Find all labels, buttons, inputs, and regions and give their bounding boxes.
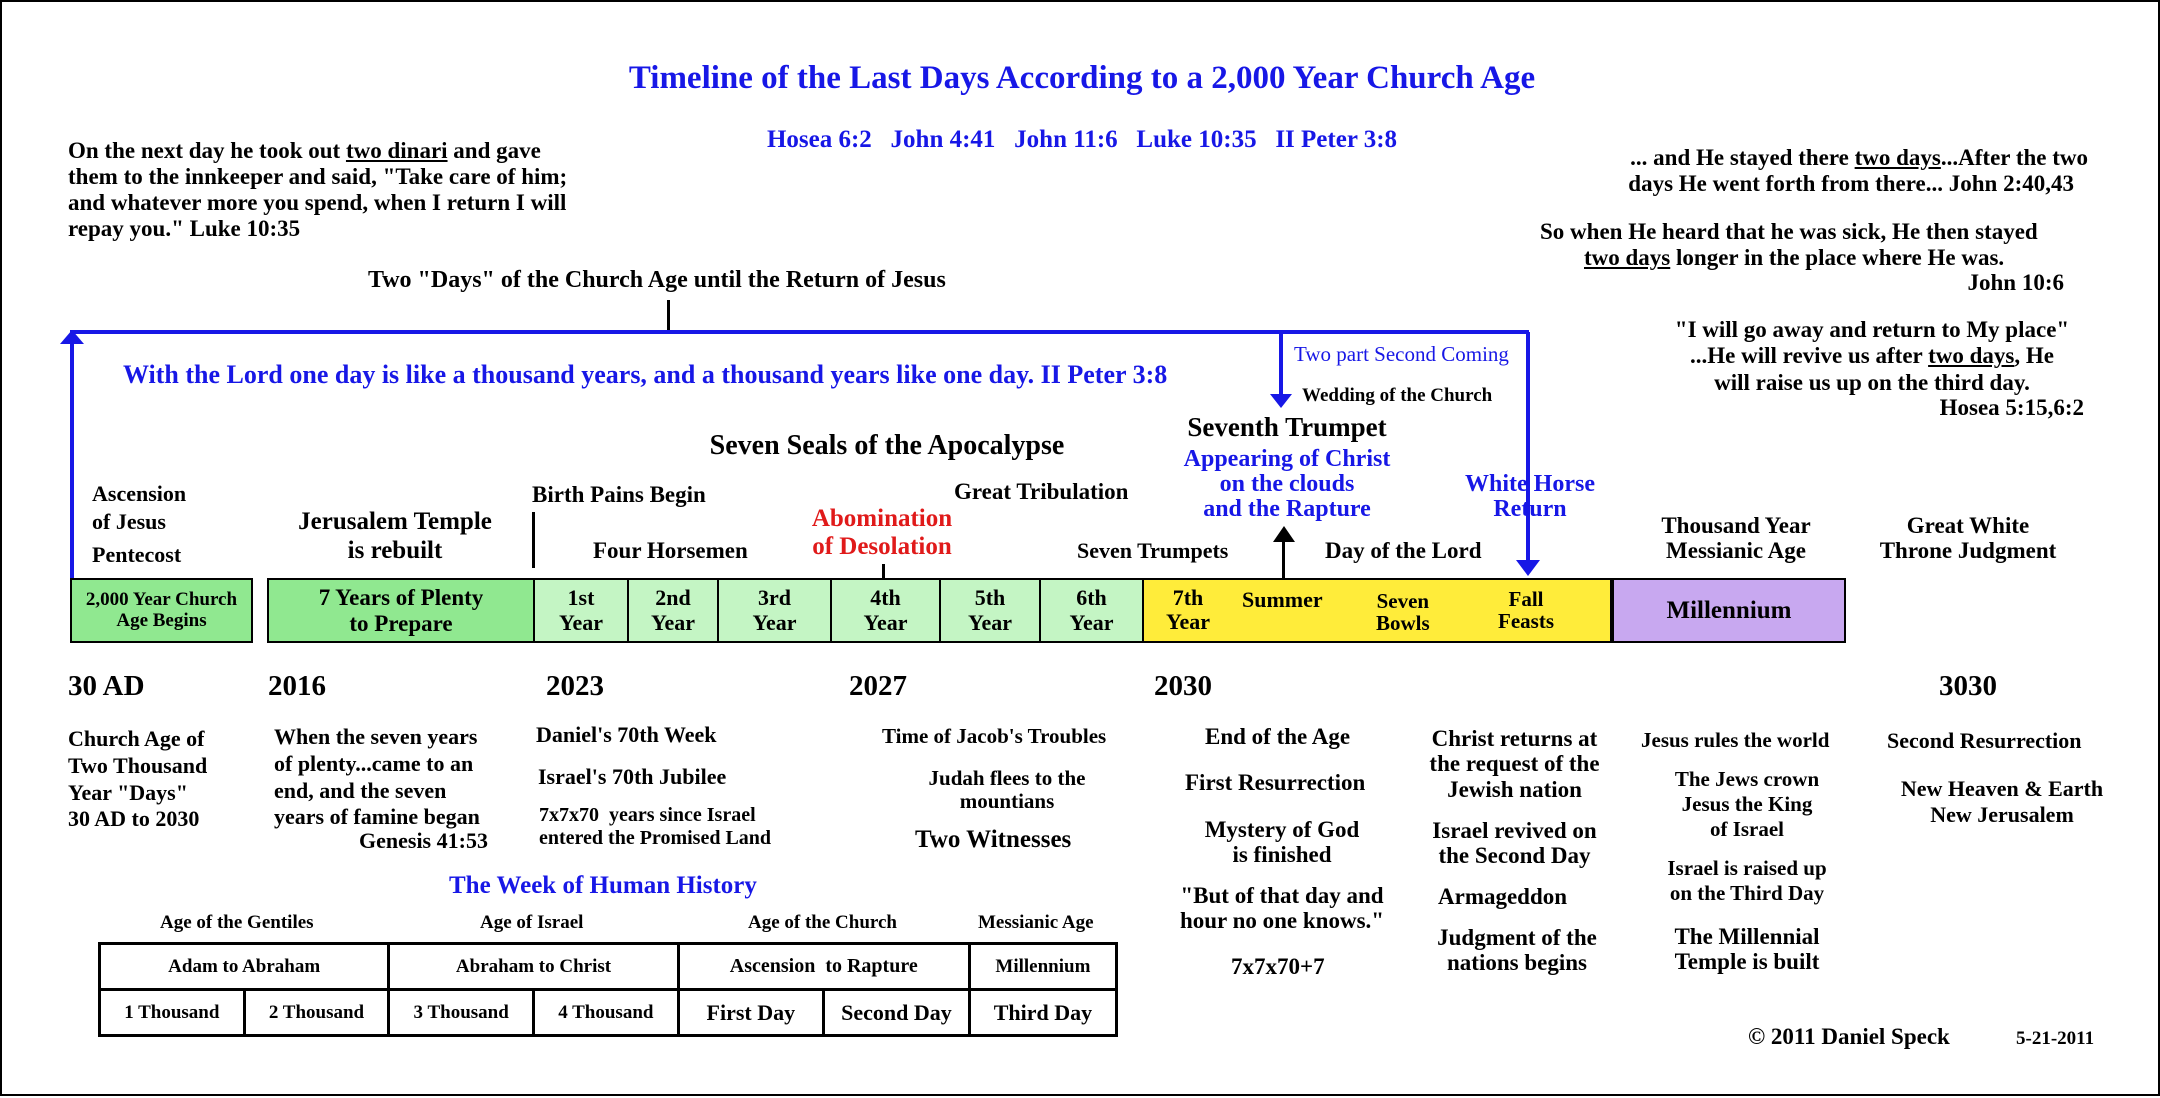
white-horse-arrowhead: [1516, 560, 1540, 576]
mystery-of-god: Mystery of God is finished: [1204, 817, 1360, 867]
abraham-to-christ-cell: Abraham to Christ: [389, 944, 678, 990]
israel-raised: Israel is raised up on the Third Day: [1667, 856, 1827, 906]
thousand-years-verse: With the Lord one day is like a thousand years, and a thousand years like one day. II Peter 3:8: [123, 360, 1168, 389]
year-2027: 2027: [849, 670, 907, 702]
millennial-temple: The Millennial Temple is built: [1674, 924, 1820, 975]
second-thousand-cell: 2 Thousand: [244, 990, 389, 1036]
second-day-cell: Second Day: [824, 990, 970, 1036]
seven-seals-label: Seven Seals of the Apocalypse: [709, 430, 1065, 461]
christ-returns: Christ returns at the request of the Jewish nation: [1429, 726, 1600, 802]
no-one-knows: "But of that day and hour no one knows.": [1179, 883, 1385, 933]
four-horsemen-label: Four Horsemen: [593, 538, 748, 563]
armageddon: Armageddon: [1438, 884, 1568, 909]
day-of-the-lord-label: Day of the Lord: [1325, 538, 1482, 563]
copyright: © 2011 Daniel Speck: [1748, 1024, 1950, 1049]
two-witnesses: Two Witnesses: [915, 826, 1072, 853]
appearing-of-christ: Appearing of Christ on the clouds and the Rapture: [1183, 446, 1391, 523]
header-gentiles: Age of the Gentiles: [160, 912, 314, 933]
wedding-label: Wedding of the Church: [1302, 385, 1493, 406]
up-arrowhead: [60, 330, 84, 344]
seventh-year-box: [1142, 578, 1612, 643]
sevens-formula: 7x7x70+7: [1231, 954, 1325, 979]
luke-quote: On the next day he took out two dinari and gave them to the innkeeper and said, "Take care of him; and whatever more you spend, when I return I will repay you." Luke 10:35: [68, 138, 568, 241]
birth-pains-marker: [532, 512, 535, 568]
great-tribulation-label: Great Tribulation: [954, 479, 1129, 504]
year-3-box: 3rd Year: [717, 578, 832, 643]
birth-pains-label: Birth Pains Begin: [532, 482, 706, 507]
second-resurrection: Second Resurrection: [1887, 728, 2082, 753]
millennium-cell: Millennium: [969, 944, 1116, 990]
week-table: [98, 942, 1118, 1037]
john-11-quote: So when He heard that he was sick, He then stayed two days longer in the place where He was.: [1540, 219, 2038, 271]
temple-rebuilt-label: Jerusalem Temple is rebuilt: [298, 508, 492, 564]
ascension-label: Ascension of Jesus: [92, 481, 187, 534]
two-part-second-coming: Two part Second Coming: [1294, 342, 1509, 366]
header-messianic: Messianic Age: [978, 912, 1094, 933]
abomination-label: Abomination of Desolation: [811, 505, 953, 560]
page-title: Timeline of the Last Days According to a 2,000 Year Church Age: [628, 60, 1536, 96]
year-5-box: 5th Year: [939, 578, 1041, 643]
trumpet-arrow-line: [1282, 532, 1285, 578]
first-thousand-cell: 1 Thousand: [100, 990, 245, 1036]
messianic-age-label: Thousand Year Messianic Age: [1661, 513, 1811, 564]
hosea-quote: "I will go away and return to My place" ...He will revive us after two days, He will raise us up on the third day.: [1674, 317, 2070, 395]
scripture-references: Hosea 6:2 John 4:41 John 11:6 Luke 10:35 II Peter 3:8: [766, 126, 1398, 153]
week-title: The Week of Human History: [449, 872, 757, 899]
year-6-box: 6th Year: [1039, 578, 1144, 643]
white-horse-return: White Horse Return: [1465, 471, 1595, 523]
daniel-70th-week: Daniel's 70th Week: [536, 722, 717, 747]
hosea-ref: Hosea 5:15,6:2: [1939, 395, 2084, 420]
abomination-marker: [882, 564, 885, 578]
seventy-sevens-note: 7x7x70 years since Israel entered the Promised Land: [539, 804, 772, 849]
church-age-begins-box: 2,000 Year Church Age Begins: [70, 578, 253, 643]
pentecost-label: Pentecost: [92, 542, 182, 567]
year-3030: 3030: [1939, 670, 1997, 702]
jesus-rules: Jesus rules the world: [1641, 728, 1830, 752]
judah-flees: Judah flees to the mountians: [928, 766, 1086, 814]
first-resurrection: First Resurrection: [1185, 770, 1366, 795]
israel-jubilee: Israel's 70th Jubilee: [538, 764, 727, 789]
fall-feasts-label: Fall Feasts: [1498, 587, 1554, 634]
israel-revived: Israel revived on the Second Day: [1432, 818, 1597, 869]
genesis-ref: Genesis 41:53: [359, 828, 488, 853]
john-quote: ... and He stayed there two days...After the two days He went forth from there... John 2:40,43: [1628, 145, 2088, 197]
church-age-note: Church Age of Two Thousand Year "Days" 30 AD to 2030: [68, 726, 208, 832]
jacobs-troubles: Time of Jacob's Troubles: [882, 724, 1107, 748]
seven-trumpets-label: Seven Trumpets: [1077, 538, 1229, 563]
summer-label: Summer: [1242, 587, 1323, 612]
year-2-box: 2nd Year: [627, 578, 719, 643]
judgment-of-nations: Judgment of the nations begins: [1437, 925, 1597, 976]
seven-years-plenty-box: 7 Years of Plenty to Prepare: [267, 578, 535, 643]
john-10-ref: John 10:6: [1967, 270, 2064, 295]
year-7-label: 7th Year: [1166, 585, 1210, 635]
rapture-arrowhead: [1270, 394, 1292, 408]
jews-crown-jesus: The Jews crown Jesus the King of Israel: [1674, 767, 1820, 842]
millennium-box: Millennium: [1612, 578, 1846, 643]
header-church: Age of the Church: [748, 912, 898, 933]
fourth-thousand-cell: 4 Thousand: [534, 990, 679, 1036]
first-day-cell: First Day: [678, 990, 823, 1036]
year-2016: 2016: [268, 670, 326, 702]
date-stamp: 5-21-2011: [2016, 1028, 2095, 1049]
new-heaven-earth: New Heaven & Earth New Jerusalem: [1900, 776, 2104, 828]
church-age-label: Two "Days" of the Church Age until the Return of Jesus: [368, 267, 946, 293]
header-israel: Age of Israel: [480, 912, 584, 933]
end-of-age: End of the Age: [1205, 724, 1351, 749]
adam-to-abraham-cell: Adam to Abraham: [100, 944, 389, 990]
year-2023: 2023: [546, 670, 604, 702]
seventh-trumpet-label: Seventh Trumpet: [1187, 412, 1387, 442]
year-30ad: 30 AD: [68, 670, 145, 702]
seven-years-note: When the seven years of plenty...came to an end, and the seven years of famine began: [274, 724, 480, 830]
year-1-box: 1st Year: [533, 578, 629, 643]
third-thousand-cell: 3 Thousand: [389, 990, 534, 1036]
year-4-box: 4th Year: [830, 578, 941, 643]
seven-bowls-label: Seven Bowls: [1376, 589, 1430, 636]
year-2030: 2030: [1154, 670, 1212, 702]
ascension-to-rapture-cell: Ascension to Rapture: [678, 944, 969, 990]
third-day-cell: Third Day: [969, 990, 1116, 1036]
great-white-throne-label: Great White Throne Judgment: [1879, 513, 2057, 564]
